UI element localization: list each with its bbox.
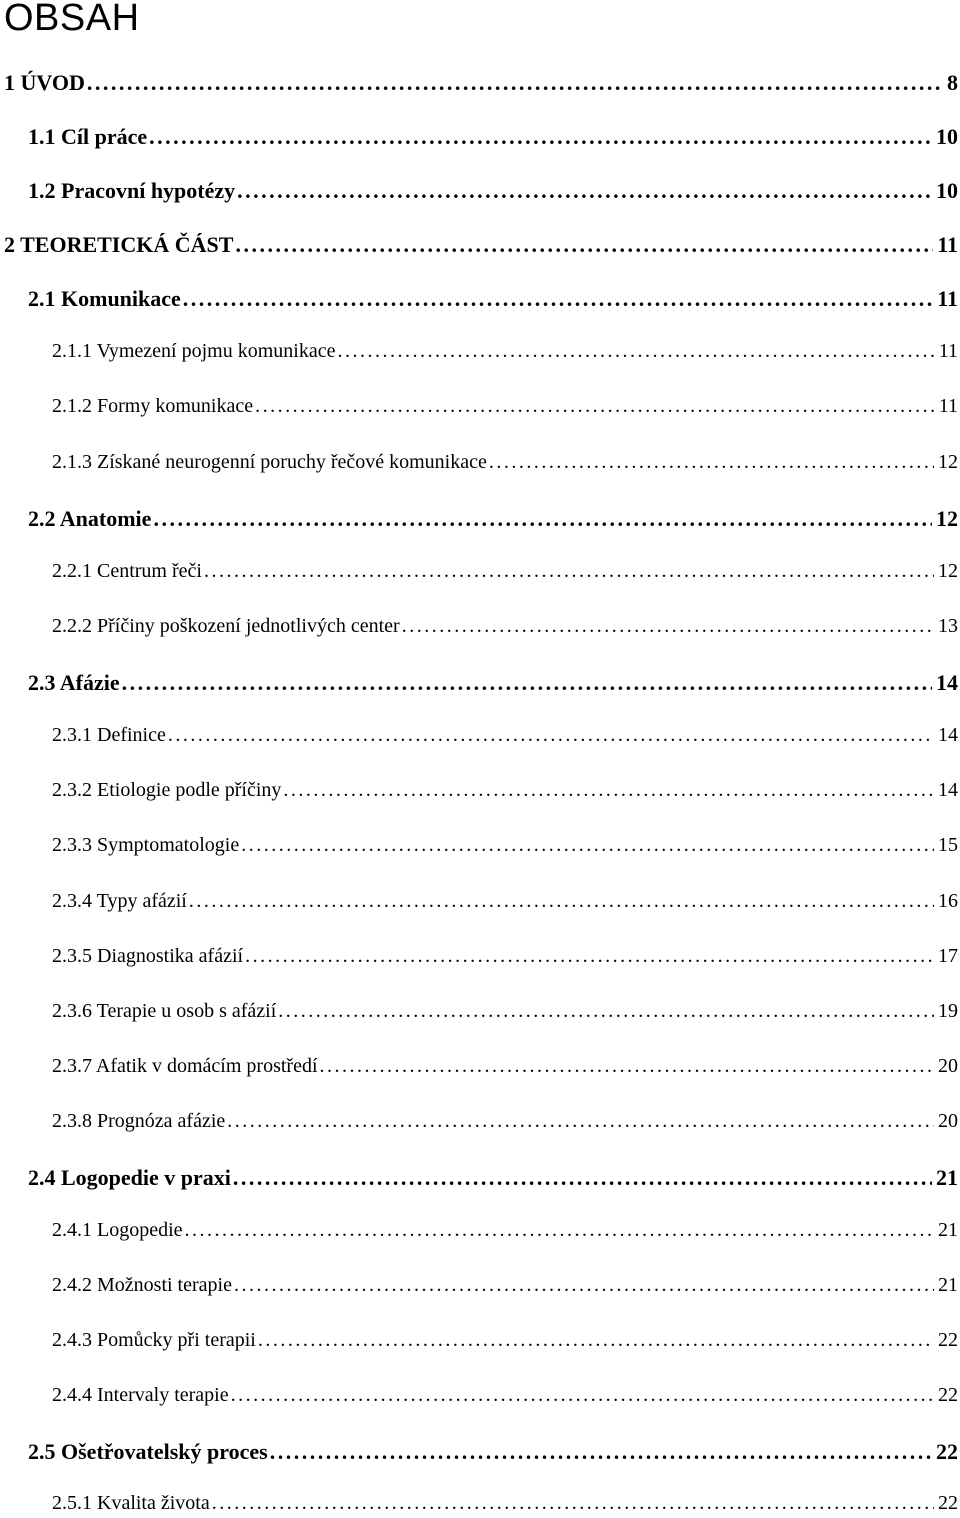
- toc-leader-dots: [227, 1106, 934, 1136]
- toc-leader-dots: [122, 668, 932, 698]
- toc-leader-dots: [258, 1325, 934, 1355]
- toc-entry[interactable]: [52, 775, 958, 805]
- toc-entry-page: 12: [936, 506, 958, 531]
- toc-entry[interactable]: [52, 391, 958, 421]
- toc-entry[interactable]: [52, 941, 958, 971]
- toc-entry-label: 2.3.2 Etiologie podle příčiny: [52, 779, 282, 801]
- toc-entry-page: 11: [937, 286, 958, 311]
- toc-entry-label: 2.5 Ošetřovatelský proces: [28, 1439, 268, 1464]
- toc-leader-dots: [320, 1051, 934, 1081]
- toc-entry-page: 14: [936, 670, 958, 695]
- toc-entry-label: 2.1.1 Vymezení pojmu komunikace: [52, 340, 336, 362]
- toc-leader-dots: [234, 1270, 934, 1300]
- toc-leader-dots: [337, 336, 934, 366]
- toc-entry[interactable]: [28, 504, 958, 534]
- toc-leader-dots: [189, 886, 934, 916]
- toc-leader-dots: [241, 830, 934, 860]
- toc-entry[interactable]: [28, 122, 958, 152]
- toc-entry-label: 2.3.1 Definice: [52, 724, 166, 746]
- toc-leader-dots: [153, 504, 932, 534]
- toc-entry-page: 15: [938, 834, 958, 856]
- toc-entry-label: 1.1 Cíl práce: [28, 124, 148, 149]
- page-title: OBSAH: [4, 0, 140, 39]
- toc-leader-dots: [231, 1380, 934, 1410]
- toc-entry-page: 8: [947, 70, 958, 95]
- toc-entry-label: 2 TEORETICKÁ ČÁST: [4, 232, 234, 257]
- toc-entry-label: 2.4.2 Možnosti terapie: [52, 1274, 232, 1296]
- toc-entry-page: 20: [938, 1055, 958, 1077]
- toc-entry[interactable]: [52, 336, 958, 366]
- toc-entry-page: 14: [938, 724, 958, 746]
- toc-entry-page: 11: [938, 395, 958, 417]
- toc-leader-dots: [489, 447, 934, 477]
- toc-entry-page: 20: [938, 1110, 958, 1132]
- toc-entry-label: 2.2.2 Příčiny poškození jednotlivých center: [52, 615, 400, 637]
- toc-entry-page: 11: [937, 232, 958, 257]
- toc-entry-label: 2.3.7 Afatik v domácím prostředí: [52, 1055, 318, 1077]
- toc-entry-page: 13: [938, 615, 958, 637]
- toc-entry-label: 2.3.4 Typy afázií: [52, 890, 187, 912]
- toc-entry[interactable]: [28, 176, 958, 206]
- toc-leader-dots: [255, 391, 935, 421]
- toc-entry[interactable]: [52, 886, 958, 916]
- toc-leader-dots: [183, 284, 933, 314]
- toc-entry-page: 22: [938, 1492, 958, 1514]
- toc-entry[interactable]: [28, 1163, 958, 1193]
- toc-entry[interactable]: [52, 556, 958, 586]
- toc-entry[interactable]: [52, 830, 958, 860]
- toc-entry-label: 2.2 Anatomie: [28, 506, 152, 531]
- toc-entry-page: 12: [938, 560, 958, 582]
- toc-entry-page: 17: [938, 945, 958, 967]
- toc-entry[interactable]: [52, 447, 958, 477]
- toc-entry[interactable]: [4, 68, 958, 98]
- toc-entry-label: 2.2.1 Centrum řeči: [52, 560, 202, 582]
- toc-entry-label: 2.1.2 Formy komunikace: [52, 395, 254, 417]
- toc-entry-page: 11: [938, 340, 958, 362]
- toc-leader-dots: [237, 176, 932, 206]
- toc-entry-label: 2.3.6 Terapie u osob s afázií: [52, 1000, 277, 1022]
- toc-leader-dots: [283, 775, 934, 805]
- toc-entry[interactable]: [52, 720, 958, 750]
- toc-entry[interactable]: [52, 1106, 958, 1136]
- toc-entry-page: 16: [938, 890, 958, 912]
- toc-entry-label: 2.3.5 Diagnostika afázií: [52, 945, 244, 967]
- toc-leader-dots: [245, 941, 934, 971]
- toc-entry[interactable]: [52, 1051, 958, 1081]
- toc-entry[interactable]: [28, 668, 958, 698]
- toc-entry-label: 2.3 Afázie: [28, 670, 120, 695]
- toc-entry[interactable]: [4, 230, 958, 260]
- toc-entry-page: 10: [936, 178, 958, 203]
- toc-entry-label: 1 ÚVOD: [4, 70, 85, 95]
- toc-entry-label: 2.4.1 Logopedie: [52, 1219, 183, 1241]
- toc-entry-page: 12: [938, 451, 958, 473]
- toc-entry[interactable]: [28, 1437, 958, 1467]
- toc-leader-dots: [233, 1163, 932, 1193]
- toc-entry-page: 21: [938, 1274, 958, 1296]
- toc-entry-label: 2.4 Logopedie v praxi: [28, 1165, 231, 1190]
- toc-leader-dots: [402, 611, 934, 641]
- toc-leader-dots: [270, 1437, 932, 1467]
- toc-leader-dots: [235, 230, 933, 260]
- toc-entry[interactable]: [52, 611, 958, 641]
- toc-leader-dots: [204, 556, 934, 586]
- toc-leader-dots: [168, 720, 934, 750]
- toc-entry-page: 22: [936, 1439, 958, 1464]
- toc-entry-label: 2.1 Komunikace: [28, 286, 181, 311]
- toc-leader-dots: [87, 68, 943, 98]
- toc-entry-label: 2.3.3 Symptomatologie: [52, 834, 240, 856]
- toc-entry[interactable]: [52, 1380, 958, 1410]
- toc-entry[interactable]: [52, 1215, 958, 1245]
- toc-entry-label: 2.4.3 Pomůcky při terapii: [52, 1329, 256, 1351]
- toc-entry-page: 22: [938, 1329, 958, 1351]
- toc-entry-page: 14: [938, 779, 958, 801]
- toc-entry-page: 22: [938, 1384, 958, 1406]
- toc-entry[interactable]: [52, 1270, 958, 1300]
- toc-entry-label: 2.4.4 Intervaly terapie: [52, 1384, 229, 1406]
- toc-entry[interactable]: [52, 996, 958, 1026]
- toc-entry-page: 21: [936, 1165, 958, 1190]
- toc-entry-label: 2.5.1 Kvalita života: [52, 1492, 210, 1514]
- toc-entry-label: 1.2 Pracovní hypotézy: [28, 178, 236, 203]
- toc-leader-dots: [149, 122, 932, 152]
- toc-leader-dots: [278, 996, 934, 1026]
- toc-entry-page: 10: [936, 124, 958, 149]
- toc-entry-label: 2.3.8 Prognóza afázie: [52, 1110, 226, 1132]
- toc-entry[interactable]: [28, 284, 958, 314]
- toc-entry-page: 21: [938, 1219, 958, 1241]
- toc-entry[interactable]: [52, 1325, 958, 1355]
- toc-entry-page: 19: [938, 1000, 958, 1022]
- toc-leader-dots: [185, 1215, 934, 1245]
- toc-entry-label: 2.1.3 Získané neurogenní poruchy řečové komunikace: [52, 451, 487, 473]
